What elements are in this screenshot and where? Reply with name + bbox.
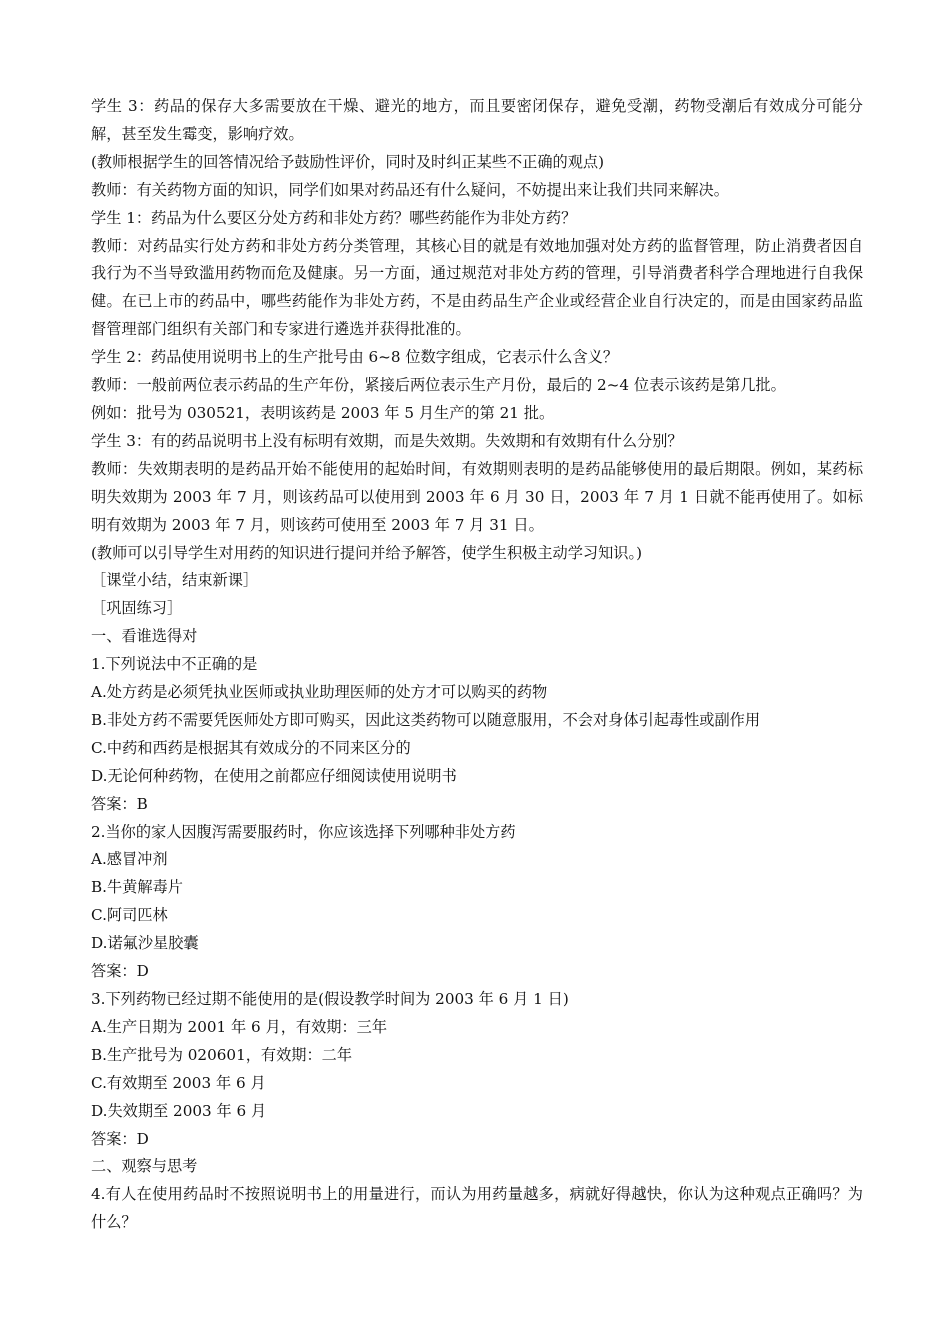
question-3-option-a: A.生产日期为 2001 年 6 月，有效期：三年: [91, 1017, 388, 1036]
question-2-option-a: A.感冒冲剂: [91, 850, 168, 869]
paragraph-teacher-guidance-note: (教师可以引导学生对用药的知识进行提问并给予解答，使学生积极主动学习知识。): [91, 543, 643, 562]
paragraph-student3-question: 学生 3：有的药品说明书上没有标明有效期，而是失效期。失效期和有效期有什么分别？: [91, 431, 683, 450]
paragraph-teacher-expiry-answer: 教师：失效期表明的是药品开始不能使用的起始时间，有效期则表明的是药品能够使用的最后期限。例如，某药标明失效期为 2003 年 7 月，则该药品可以使用到 2003 年 6 月 30 日，2003 年 7 月 1 日就不能再使用了。如标明有效期为 2003 年 7 月，则该药可使用至 2003 年 7 月 31 日。: [91, 459, 863, 534]
question-4: 4.有人在使用药品时不按照说明书上的用量进行，而认为用药量越多，病就好得越快，你认为这种观点正确吗？为什么？: [91, 1185, 863, 1232]
question-1-option-b: B.非处方药不需要凭医师处方即可购买，因此这类药物可以随意服用，不会对身体引起毒性或副作用: [91, 710, 761, 729]
question-2-answer: 答案：D: [91, 962, 149, 981]
paragraph-batch-example: 例如：批号为 030521，表明该药是 2003 年 5 月生产的第 21 批。: [91, 403, 555, 422]
paragraph-teacher-batch-answer: 教师：一般前两位表示药品的生产年份，紧接后两位表示生产月份，最后的 2~4 位表示该药是第几批。: [91, 376, 786, 395]
question-1: 1.下列说法中不正确的是: [91, 655, 258, 674]
question-3-option-d: D.失效期至 2003 年 6 月: [91, 1101, 267, 1120]
paragraph-student2-question: 学生 2：药品使用说明书上的生产批号由 6~8 位数字组成，它表示什么含义？: [91, 348, 619, 367]
section-heading-summary: ［课堂小结，结束新课］: [91, 571, 259, 590]
subsection-heading-observe: 二、观察与思考: [91, 1157, 198, 1176]
question-3: 3.下列药物已经过期不能使用的是(假设教学时间为 2003 年 6 月 1 日): [91, 990, 569, 1008]
question-1-option-c: C.中药和西药是根据其有效成分的不同来区分的: [91, 738, 411, 757]
question-3-answer: 答案：D: [91, 1129, 149, 1148]
question-2-option-b: B.牛黄解毒片: [91, 878, 183, 897]
question-3-option-b: B.生产批号为 020601，有效期：二年: [91, 1045, 353, 1064]
question-1-option-a: A.处方药是必须凭执业医师或执业助理医师的处方才可以购买的药物: [91, 683, 548, 702]
question-2-option-c: C.阿司匹林: [91, 906, 168, 925]
paragraph-teacher-evaluation-note: (教师根据学生的回答情况给予鼓励性评价，同时及时纠正某些不正确的观点): [91, 152, 605, 171]
section-heading-practice: ［巩固练习］: [91, 599, 183, 618]
question-1-answer: 答案：B: [91, 794, 148, 813]
subsection-heading-choice: 一、看谁选得对: [91, 627, 198, 646]
document-page: [91, 93, 863, 1237]
question-2-option-d: D.诺氟沙星胶囊: [91, 934, 199, 953]
paragraph-student1-question: 学生 1：药品为什么要区分处方药和非处方药？哪些药能作为非处方药？: [91, 208, 577, 227]
paragraph-teacher-otc-answer: 教师：对药品实行处方药和非处方药分类管理，其核心目的就是有效地加强对处方药的监督管理，防止消费者因自我行为不当导致滥用药物而危及健康。另一方面，通过规范对非处方药的管理，引导消费者科学合理地进行自我保健。在已上市的药品中，哪些药能作为非处方药，不是由药品生产企业或经营企业自行决定的，而是由国家药品监督管理部门组织有关部门和专家进行遴选并获得批准的。: [91, 236, 863, 339]
paragraph-teacher-invite-questions: 教师：有关药物方面的知识，同学们如果对药品还有什么疑问，不妨提出来让我们共同来解决。: [91, 180, 729, 199]
question-1-option-d: D.无论何种药物，在使用之前都应仔细阅读使用说明书: [91, 766, 457, 785]
question-3-option-c: C.有效期至 2003 年 6 月: [91, 1073, 266, 1092]
question-2: 2.当你的家人因腹泻需要服药时，你应该选择下列哪种非处方药: [91, 822, 516, 841]
paragraph-student3-storage: 学生 3：药品的保存大多需要放在干燥、避光的地方，而且要密闭保存，避免受潮，药物受潮后有效成分可能分解，甚至发生霉变，影响疗效。: [91, 97, 863, 143]
